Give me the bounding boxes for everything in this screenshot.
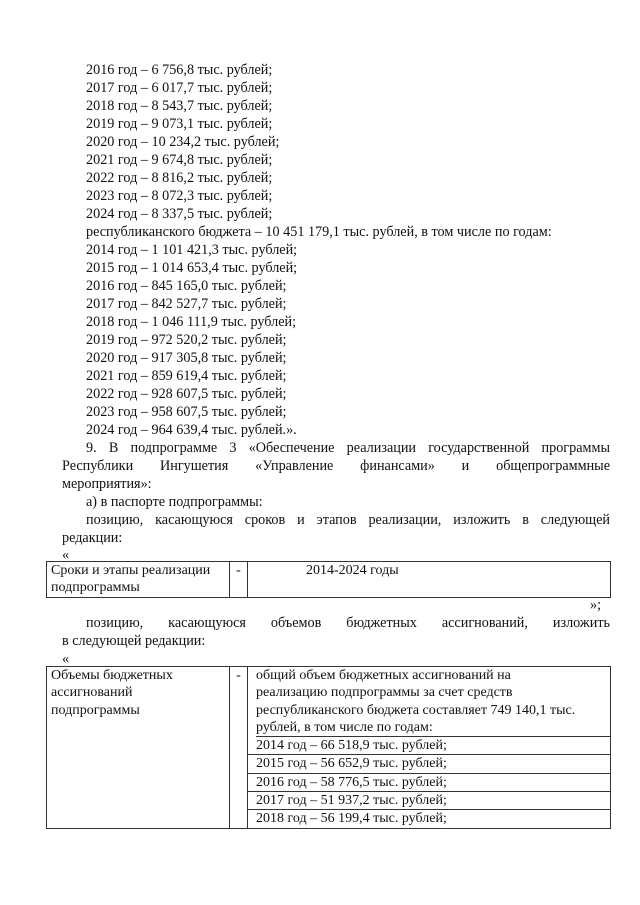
list-item: 2020 год – 917 305,8 тыс. рублей; bbox=[86, 350, 287, 366]
list-item: 2016 год – 845 165,0 тыс. рублей; bbox=[86, 278, 287, 294]
list-item: 2020 год – 10 234,2 тыс. рублей; bbox=[86, 134, 280, 150]
year-row: 2016 год – 58 776,5 тыс. рублей; bbox=[248, 774, 610, 792]
budget-total-line: республиканского бюджета – 10 451 179,1 тыс. рублей, в том числе по годам: bbox=[86, 224, 552, 240]
year-row: 2015 год – 56 652,9 тыс. рублей; bbox=[248, 755, 610, 773]
list-item: 2016 год – 6 756,8 тыс. рублей; bbox=[86, 62, 273, 78]
value-cell: 2014-2024 годы bbox=[248, 562, 611, 598]
list-item: 2023 год – 958 607,5 тыс. рублей; bbox=[86, 404, 287, 420]
list-item: 2015 год – 1 014 653,4 тыс. рублей; bbox=[86, 260, 298, 276]
dash-cell: - bbox=[230, 667, 248, 829]
intro-line: рублей, в том числе по годам: bbox=[256, 719, 610, 737]
position1-line2: редакции: bbox=[62, 530, 123, 546]
table-row bbox=[47, 562, 611, 598]
value-cell bbox=[248, 667, 611, 829]
year-row: 2014 год – 66 518,9 тыс. рублей; bbox=[248, 737, 610, 755]
year-row: 2018 год – 56 199,4 тыс. рублей; bbox=[256, 811, 447, 827]
table-row bbox=[47, 667, 611, 829]
subitem-a: а) в паспорте подпрограммы: bbox=[86, 494, 263, 510]
label-line: ассигнований bbox=[51, 685, 133, 701]
list-item: 2021 год – 859 619,4 тыс. рублей; bbox=[86, 368, 287, 384]
list-item: 2024 год – 8 337,5 тыс. рублей; bbox=[86, 206, 273, 222]
item9-line3: мероприятия»: bbox=[62, 476, 152, 492]
year-row: 2017 год – 51 937,2 тыс. рублей; bbox=[248, 792, 610, 810]
dash-cell: - bbox=[230, 562, 248, 598]
label-line: подпрограммы bbox=[51, 702, 140, 718]
budget-intro bbox=[248, 667, 610, 737]
list-item: 2017 год – 842 527,7 тыс. рублей; bbox=[86, 296, 287, 312]
position2-line1: позицию, касающуюся объемов бюджетных ассигнований, изложить bbox=[86, 615, 610, 631]
label-line: подпрограммы bbox=[51, 580, 140, 596]
intro-line: республиканского бюджета составляет 749 140,1 тыс. bbox=[256, 702, 576, 718]
list-item: 2023 год – 8 072,3 тыс. рублей; bbox=[86, 188, 273, 204]
list-item: 2018 год – 8 543,7 тыс. рублей; bbox=[86, 98, 273, 114]
intro-line: реализацию подпрограммы за счет средств bbox=[256, 685, 513, 701]
list-item: 2022 год – 8 816,2 тыс. рублей; bbox=[86, 170, 273, 186]
position2-line2: в следующей редакции: bbox=[62, 633, 206, 649]
budget-table bbox=[46, 666, 611, 829]
item9-line2: Республики Ингушетия «Управление финансами» и общепрограммные bbox=[62, 458, 610, 474]
label-cell bbox=[47, 667, 230, 829]
list-item: 2014 год – 1 101 421,3 тыс. рублей; bbox=[86, 242, 298, 258]
list-item: 2019 год – 9 073,1 тыс. рублей; bbox=[86, 116, 273, 132]
list-item: 2017 год – 6 017,7 тыс. рублей; bbox=[86, 80, 273, 96]
list-item: 2022 год – 928 607,5 тыс. рублей; bbox=[86, 386, 287, 402]
close-quote: »; bbox=[590, 597, 602, 613]
position1-line1: позицию, касающуюся сроков и этапов реализации, изложить в следующей bbox=[86, 512, 610, 528]
label-line: Сроки и этапы реализации bbox=[51, 563, 211, 578]
label-cell bbox=[47, 562, 230, 598]
list-item: 2024 год – 964 639,4 тыс. рублей.». bbox=[86, 422, 297, 438]
list-item: 2021 год – 9 674,8 тыс. рублей; bbox=[86, 152, 273, 168]
open-quote: « bbox=[62, 651, 70, 667]
list-item: 2019 год – 972 520,2 тыс. рублей; bbox=[86, 332, 287, 348]
open-quote: « bbox=[62, 547, 70, 563]
timeline-table bbox=[46, 561, 611, 598]
label-line: Объемы бюджетных bbox=[51, 668, 173, 683]
list-item: 2018 год – 1 046 111,9 тыс. рублей; bbox=[86, 314, 297, 330]
item9-line1: 9. В подпрограмме 3 «Обеспечение реализации государственной программы bbox=[86, 440, 610, 456]
intro-line: общий объем бюджетных ассигнований на bbox=[256, 668, 511, 683]
